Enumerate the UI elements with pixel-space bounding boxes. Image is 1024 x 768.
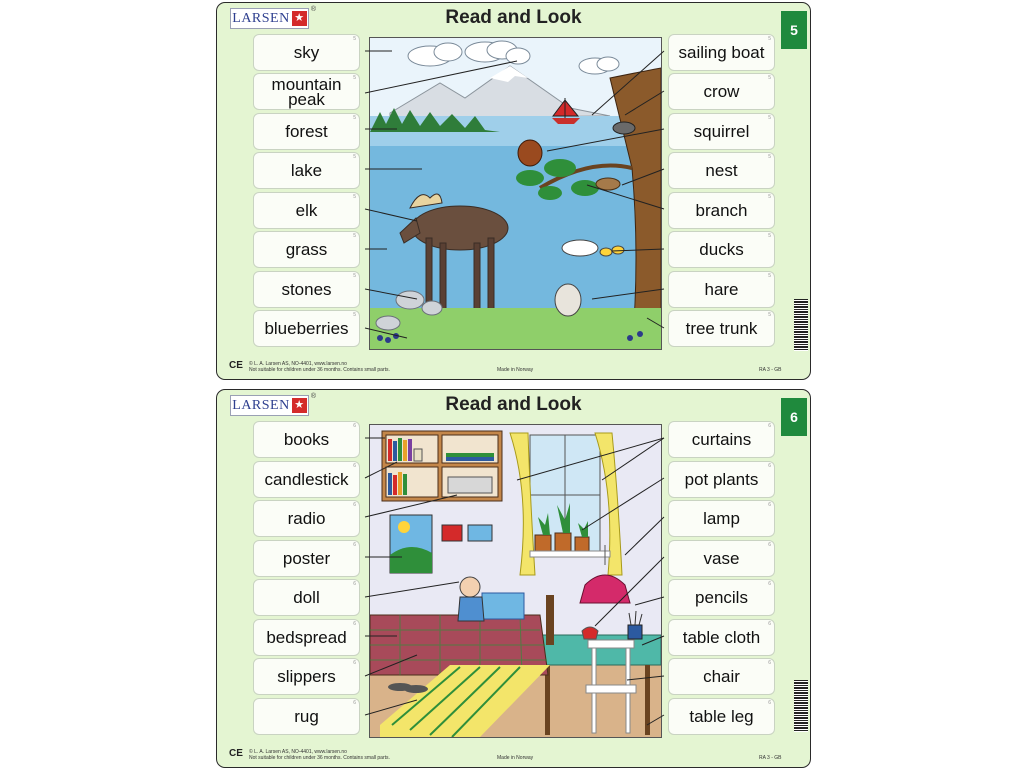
piece-mark: 6 — [353, 700, 356, 706]
piece-mark: 6 — [353, 542, 356, 548]
piece-label: grass — [285, 240, 328, 259]
piece-label: ducks — [699, 240, 744, 259]
piece-label: branch — [695, 201, 748, 220]
board-number-badge: 5 — [781, 11, 807, 49]
puzzle-piece-poster[interactable] — [253, 540, 360, 577]
piece-label: radio — [287, 509, 326, 528]
piece-mark: 6 — [768, 660, 771, 666]
piece-mark: 5 — [353, 154, 356, 160]
puzzle-piece-pot-plants[interactable] — [668, 461, 775, 498]
piece-mark: 5 — [768, 154, 771, 160]
bedroom-scene-illustration — [369, 424, 662, 738]
copyright-text: © L. A. Larsen AS, NO-4401, www.larsen.no — [249, 749, 347, 755]
piece-mark: 5 — [353, 115, 356, 121]
puzzle-piece-blueberries[interactable] — [253, 310, 360, 347]
puzzle-piece-sailing-boat[interactable] — [668, 34, 775, 71]
star-icon: ★ — [292, 11, 307, 26]
warning-text: Not suitable for children under 36 months. Contains small parts. — [249, 755, 390, 761]
piece-label: sky — [293, 43, 320, 62]
puzzle-piece-elk[interactable] — [253, 192, 360, 229]
puzzle-piece-slippers[interactable] — [253, 658, 360, 695]
puzzle-board-5 — [216, 2, 811, 380]
piece-mark: 6 — [768, 542, 771, 548]
piece-label: stones — [281, 280, 332, 299]
made-in-text: Made in Norway — [497, 367, 534, 373]
puzzle-piece-chair[interactable] — [668, 658, 775, 695]
puzzle-board-6 — [216, 389, 811, 768]
piece-mark: 5 — [768, 273, 771, 279]
ce-mark: CE — [229, 360, 243, 371]
piece-mark: 5 — [353, 273, 356, 279]
puzzle-piece-books[interactable] — [253, 421, 360, 458]
piece-label: pot plants — [684, 470, 759, 489]
board-number-badge: 6 — [781, 398, 807, 436]
piece-label: candlestick — [264, 470, 349, 489]
puzzle-piece-pencils[interactable] — [668, 579, 775, 616]
piece-mark: 6 — [353, 502, 356, 508]
piece-mark: 6 — [353, 660, 356, 666]
warning-text: Not suitable for children under 36 months. Contains small parts. — [249, 367, 390, 373]
piece-mark: 5 — [768, 75, 771, 81]
piece-label: mountain peak — [271, 74, 342, 109]
piece-mark: 6 — [353, 581, 356, 587]
puzzle-piece-candlestick[interactable] — [253, 461, 360, 498]
piece-mark: 5 — [768, 312, 771, 318]
piece-mark: 6 — [768, 700, 771, 706]
board-title: Read and Look — [445, 7, 582, 28]
puzzle-piece-branch[interactable] — [668, 192, 775, 229]
piece-mark: 6 — [353, 423, 356, 429]
puzzle-piece-curtains[interactable] — [668, 421, 775, 458]
puzzle-piece-lake[interactable] — [253, 152, 360, 189]
product-code: RA 3 - GB — [759, 755, 782, 761]
piece-mark: 6 — [768, 581, 771, 587]
piece-mark: 6 — [768, 502, 771, 508]
piece-label: blueberries — [264, 319, 349, 338]
piece-mark: 5 — [353, 233, 356, 239]
piece-mark: 5 — [768, 36, 771, 42]
logo-text: LARSEN — [232, 10, 290, 26]
barcode — [794, 680, 808, 732]
piece-label: chair — [703, 667, 740, 686]
puzzle-piece-mountain-peak[interactable] — [253, 73, 360, 110]
piece-label: rug — [294, 707, 319, 726]
piece-label: lake — [290, 161, 323, 180]
piece-mark: 5 — [768, 115, 771, 121]
piece-mark: 6 — [768, 423, 771, 429]
piece-label: crow — [703, 82, 740, 101]
puzzle-piece-stones[interactable] — [253, 271, 360, 308]
piece-label: lamp — [703, 509, 740, 528]
made-in-text: Made in Norway — [497, 755, 534, 761]
puzzle-piece-crow[interactable] — [668, 73, 775, 110]
barcode — [794, 299, 808, 351]
legal-footer — [249, 749, 390, 761]
board-title: Read and Look — [445, 394, 582, 415]
puzzle-piece-ducks[interactable] — [668, 231, 775, 268]
puzzle-piece-table-leg[interactable] — [668, 698, 775, 735]
puzzle-piece-table-cloth[interactable] — [668, 619, 775, 656]
piece-label: poster — [282, 549, 331, 568]
piece-label: sailing boat — [678, 43, 765, 62]
piece-label: curtains — [691, 430, 752, 449]
legal-footer — [249, 361, 390, 373]
puzzle-piece-rug[interactable] — [253, 698, 360, 735]
product-code: RA 3 - GB — [759, 367, 782, 373]
puzzle-piece-tree-trunk[interactable] — [668, 310, 775, 347]
puzzle-piece-forest[interactable] — [253, 113, 360, 150]
piece-label: elk — [295, 201, 318, 220]
piece-label: table cloth — [682, 628, 761, 647]
star-icon: ★ — [292, 398, 307, 413]
piece-label: tree trunk — [685, 319, 758, 338]
piece-mark: 5 — [768, 194, 771, 200]
logo-text: LARSEN — [232, 397, 290, 413]
piece-mark: 5 — [353, 194, 356, 200]
registered-mark: ® — [310, 393, 316, 400]
piece-mark: 6 — [353, 621, 356, 627]
piece-mark: 5 — [353, 312, 356, 318]
piece-label: squirrel — [693, 122, 750, 141]
piece-label: books — [283, 430, 330, 449]
piece-label: pencils — [695, 588, 748, 607]
puzzle-piece-nest[interactable] — [668, 152, 775, 189]
piece-label: table leg — [689, 707, 754, 726]
piece-label: bedspread — [266, 628, 347, 647]
piece-label: doll — [293, 588, 320, 607]
puzzle-piece-hare[interactable] — [668, 271, 775, 308]
piece-label: vase — [703, 549, 740, 568]
piece-mark: 6 — [353, 463, 356, 469]
piece-label: forest — [285, 122, 328, 141]
copyright-text: © L. A. Larsen AS, NO-4401, www.larsen.no — [249, 361, 347, 367]
puzzle-piece-sky[interactable] — [253, 34, 360, 71]
piece-mark: 5 — [353, 36, 356, 42]
piece-label: hare — [704, 280, 739, 299]
nature-scene-illustration — [369, 37, 662, 350]
piece-mark: 6 — [768, 621, 771, 627]
piece-mark: 5 — [353, 75, 356, 81]
piece-label: nest — [705, 161, 738, 180]
piece-label: slippers — [277, 667, 336, 686]
puzzle-piece-vase[interactable] — [668, 540, 775, 577]
puzzle-piece-squirrel[interactable] — [668, 113, 775, 150]
ce-mark: CE — [229, 748, 243, 759]
puzzle-piece-doll[interactable] — [253, 579, 360, 616]
puzzle-piece-bedspread[interactable] — [253, 619, 360, 656]
registered-mark: ® — [310, 6, 316, 13]
puzzle-piece-grass[interactable] — [253, 231, 360, 268]
puzzle-piece-radio[interactable] — [253, 500, 360, 537]
puzzle-piece-lamp[interactable] — [668, 500, 775, 537]
piece-mark: 6 — [768, 463, 771, 469]
piece-mark: 5 — [768, 233, 771, 239]
